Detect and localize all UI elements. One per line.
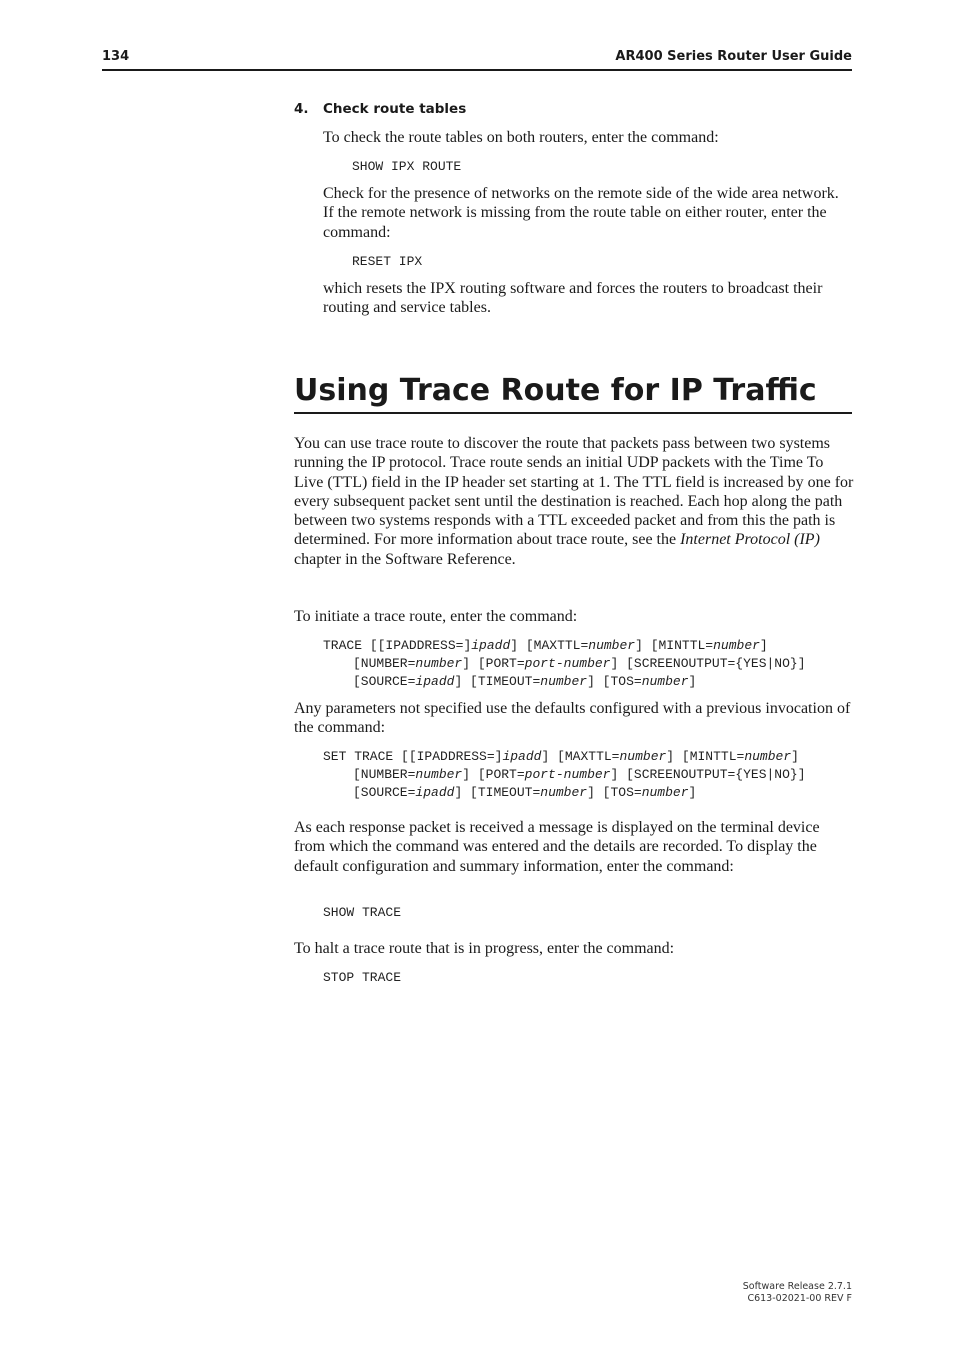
document-id: C613-02021-00 REV F [747,1292,852,1304]
step-heading [294,101,466,117]
software-release: Software Release 2.7.1 [742,1281,852,1292]
intro-text-before-ref: You can use trace route to discover the route that packets pass between two systems running the IP protocol. Trace route sends an initial UDP packets with the Time To Live (TTL) field in the IP header set starting at 1. The TTL field is increased by one for every subsequent packet sent until the destination is reached. Each hop along the path between two systems responds with a TTL exceeded packet and from this the path is determined. For more information about trace route, see the [294,435,854,549]
halt-text: To halt a trace route that is in progress, enter the command: [294,940,675,957]
set-trace-command-syntax [323,748,806,802]
step-check-text: Check for the presence of networks on the remote side of the wide area network. If the remote network is missing from the route table on either router, enter the command: [323,185,839,241]
defaults-text: Any parameters not specified use the defaults configured with a previous invocation of the command: [294,700,851,737]
step-number: 4. [294,101,309,117]
syntax-line: SET TRACE [[IPADDRESS=]ipadd] [MAXTTL=number] [MINTTL=number] [323,749,799,764]
command-show-trace: SHOW TRACE [323,905,402,920]
page-header [102,47,852,71]
step-title: Check route tables [323,101,467,117]
guide-title: AR400 Series Router User Guide [615,49,852,64]
section-intro [294,434,854,569]
syntax-line: [SOURCE=ipadd] [TIMEOUT=number] [TOS=number] [353,674,697,689]
page-number: 134 [102,49,130,64]
section-title: Using Trace Route for IP Traffic [294,372,852,414]
syntax-line: [SOURCE=ipadd] [TIMEOUT=number] [TOS=number] [353,785,697,800]
initiate-text: To initiate a trace route, enter the command: [294,608,578,625]
intro-text-after-ref: chapter in the Software Reference. [294,550,516,568]
intro-reference-title: Internet Protocol (IP) [680,531,820,549]
step-reset-text: which resets the IPX routing software and forces the routers to broadcast their routing and service tables. [323,280,823,317]
page-footer [743,1281,852,1304]
command-reset-ipx: RESET IPX [352,254,423,269]
response-text: As each response packet is received a message is displayed on the terminal device from which the command was entered and the details are recorded. To display the default configuration and summary information, enter the command: [294,819,820,875]
syntax-line: TRACE [[IPADDRESS=]ipadd] [MAXTTL=number] [MINTTL=number] [323,638,768,653]
syntax-line: [NUMBER=number] [PORT=port-number] [SCREENOUTPUT={YES|NO}] [353,656,806,671]
command-show-ipx-route: SHOW IPX ROUTE [352,159,462,174]
command-stop-trace: STOP TRACE [323,970,402,985]
step-intro: To check the route tables on both routers, enter the command: [323,129,719,146]
trace-command-syntax [323,637,806,691]
syntax-line: [NUMBER=number] [PORT=port-number] [SCREENOUTPUT={YES|NO}] [353,767,806,782]
